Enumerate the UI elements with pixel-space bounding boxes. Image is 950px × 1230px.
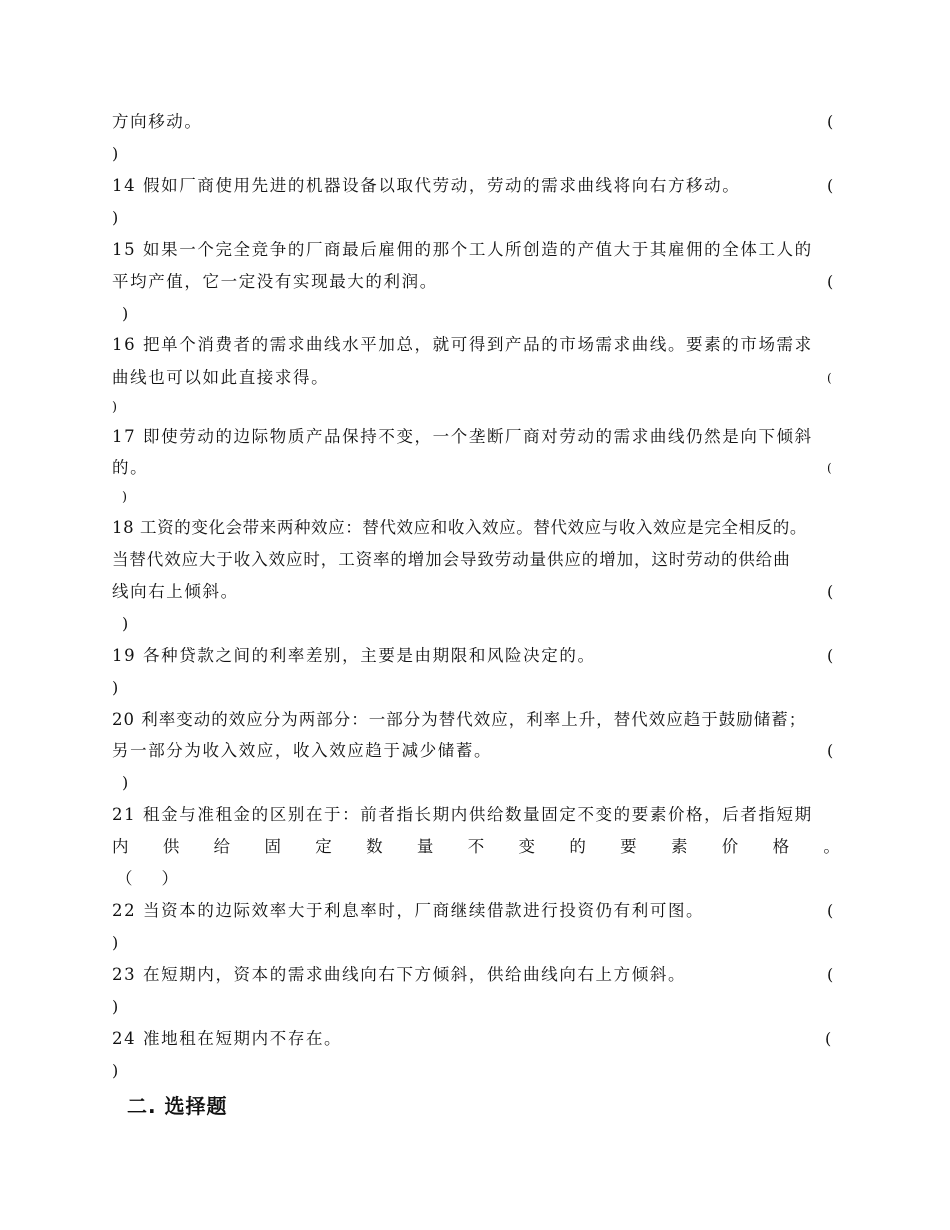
item-20-line-2: 另一部分为收入效应，收入效应趋于减少储蓄。: [112, 741, 493, 760]
answer-paren-close: ): [112, 678, 119, 697]
item-15-line-2: 平均产值，它一定没有实现最大的利润。: [112, 272, 438, 291]
char: 格: [772, 837, 790, 856]
answer-paren-open: (: [827, 176, 834, 195]
item-23-text: 23 在短期内，资本的需求曲线向右下方倾斜，供给曲线向右上方倾斜。: [112, 965, 687, 984]
answer-paren-close: ): [122, 304, 129, 323]
answer-paren-close: ): [122, 490, 128, 505]
answer-paren-open: (: [827, 646, 834, 665]
answer-paren-close: ): [112, 1061, 119, 1080]
item-19-text: 19 各种贷款之间的利率差别，主要是由期限和风险决定的。: [112, 646, 596, 665]
answer-paren-open: (: [827, 371, 832, 385]
item-14-text: 14 假如厂商使用先进的机器设备以取代劳动，劳动的需求曲线将向右方移动。: [112, 176, 741, 195]
answer-paren-open: (: [827, 741, 834, 760]
answer-paren-open: (: [827, 901, 834, 920]
answer-paren-open: (: [825, 1029, 832, 1048]
answer-paren-open: (: [827, 112, 834, 131]
answer-paren-close: ): [122, 614, 129, 633]
answer-paren-close: ): [112, 208, 119, 227]
answer-paren-close: ): [112, 997, 119, 1016]
item-15-line-1: 15 如果一个完全竞争的厂商最后雇佣的那个工人所创造的产值大于其雇佣的全体工人的: [112, 240, 813, 259]
answer-paren-open: (: [827, 582, 834, 601]
item-21-answer-parens: （ ）: [116, 869, 180, 888]
char: 固: [264, 837, 281, 856]
item-17-line-2: 的。: [112, 458, 149, 477]
item-22-text: 22 当资本的边际效率大于利息率时，厂商继续借款进行投资仍有利可图。: [112, 901, 705, 920]
char: 量: [416, 837, 434, 856]
item-18-line-1: 18 工资的变化会带来两种效应：替代效应和收入效应。替代效应与收入效应是完全相反的。: [112, 518, 807, 537]
item-18-line-3: 线向右上倾斜。: [112, 582, 239, 601]
item-16-line-1: 16 把单个消费者的需求曲线水平加总，就可得到产品的市场需求曲线。要素的市场需求: [112, 335, 813, 354]
answer-paren-close: ): [112, 400, 118, 415]
item-17-line-1: 17 即使劳动的边际物质产品保持不变，一个垄断厂商对劳动的需求曲线仍然是向下倾斜: [112, 427, 813, 446]
item-16-line-2: 曲线也可以如此直接求得。: [112, 368, 330, 387]
item-13-text: 方向移动。: [112, 112, 203, 131]
item-18-line-2: 当替代效应大于收入效应时，工资率的增加会导致劳动量供应的增加，这时劳动的供给曲: [112, 550, 791, 569]
char: 数: [366, 837, 383, 856]
char: 给: [213, 837, 231, 856]
char: 变: [518, 837, 535, 856]
answer-paren-close: ): [112, 933, 119, 952]
answer-paren-open: (: [827, 272, 834, 291]
char: 素: [670, 837, 688, 856]
item-24-text: 24 准地租在短期内不存在。: [112, 1029, 343, 1048]
answer-paren-close: ): [112, 144, 119, 163]
item-20-line-1: 20 利率变动的效应分为两部分：一部分为替代效应，利率上升，替代效应趋于鼓励储蓄；: [112, 710, 807, 729]
item-21-line-1: 21 租金与准租金的区别在于：前者指长期内供给数量固定不变的要素价格，后者指短期: [112, 805, 813, 824]
section-heading-choice: 二. 选择题: [127, 1094, 228, 1118]
char: 定: [315, 837, 332, 856]
char: 。: [823, 837, 840, 856]
char: 不: [467, 837, 485, 856]
item-21-line-2: [112, 836, 840, 858]
char: 供: [162, 837, 180, 856]
answer-paren-close: ): [122, 773, 129, 792]
answer-paren-open: (: [827, 461, 832, 475]
char: 的: [569, 837, 586, 856]
char: 要: [620, 837, 637, 856]
char: 价: [721, 837, 739, 856]
char: 内: [112, 837, 129, 856]
answer-paren-open: (: [827, 965, 834, 984]
